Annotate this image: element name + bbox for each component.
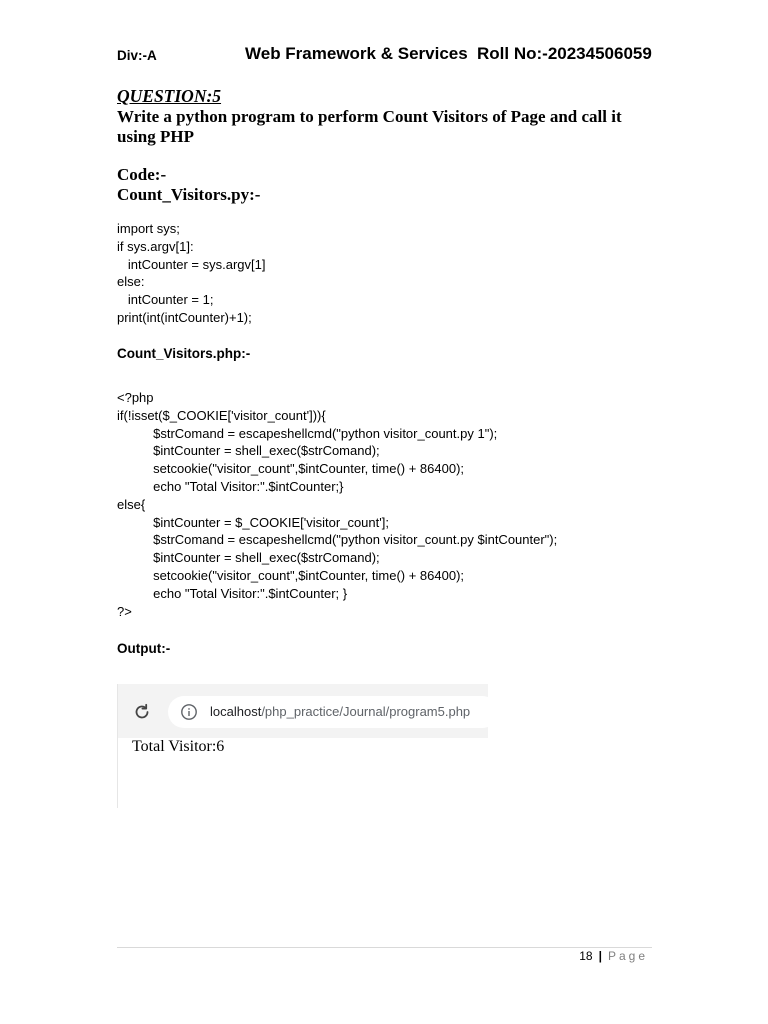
url-host: localhost xyxy=(210,704,262,719)
browser-toolbar xyxy=(118,684,488,738)
address-bar[interactable] xyxy=(168,696,488,728)
footer-divider xyxy=(117,947,652,948)
python-code: import sys; if sys.argv[1]: intCounter = sys.argv[1] else: intCounter = 1; print(int(intCounter)+1); xyxy=(117,221,266,325)
reload-icon[interactable] xyxy=(132,702,152,722)
output-text: Total Visitor:6 xyxy=(132,738,225,755)
page-header xyxy=(117,44,657,68)
subject-title: Web Framework & Services xyxy=(245,44,468,63)
url-text xyxy=(210,704,470,719)
output-heading: Output:- xyxy=(117,641,171,656)
php-file-heading: Count_Visitors.php:- xyxy=(117,346,251,361)
question-label: QUESTION:5 xyxy=(117,86,222,106)
url-path: /php_practice/Journal/program5.php xyxy=(261,704,471,719)
code-heading: Code:- xyxy=(117,165,167,184)
division-label: Div:-A xyxy=(117,48,157,63)
footer-separator: | xyxy=(598,949,602,963)
roll-number: Roll No:-20234506059 xyxy=(477,44,652,63)
page-label: Page xyxy=(607,949,648,963)
page-number: 18 xyxy=(579,949,593,963)
page-footer xyxy=(579,949,648,963)
php-code: <?php if(!isset($_COOKIE['visitor_count'])){ $strComand = escapeshellcmd("python visitor_count.py 1"); $intCounter = shell_exec($strComand); setcookie("visitor_count",$intCounter, time() + 86400); echo "Total Visitor:".$intCounter;} else{ $intCounter = $_COOKIE['visitor_count']; $strComand = escapeshellcmd("python visitor_count.py $intCounter"); $intCounter = shell_exec($strComand); setcookie("visitor_count",$intCounter, time() + 86400); echo "Total Visitor:".$intCounter; } ?> xyxy=(117,390,558,619)
python-file-heading: Count_Visitors.py:- xyxy=(117,185,261,204)
question-text: Write a python program to perform Count Visitors of Page and call it using PHP xyxy=(117,107,622,146)
browser-screenshot xyxy=(117,684,488,808)
info-icon[interactable] xyxy=(180,703,198,721)
browser-content xyxy=(118,738,488,808)
